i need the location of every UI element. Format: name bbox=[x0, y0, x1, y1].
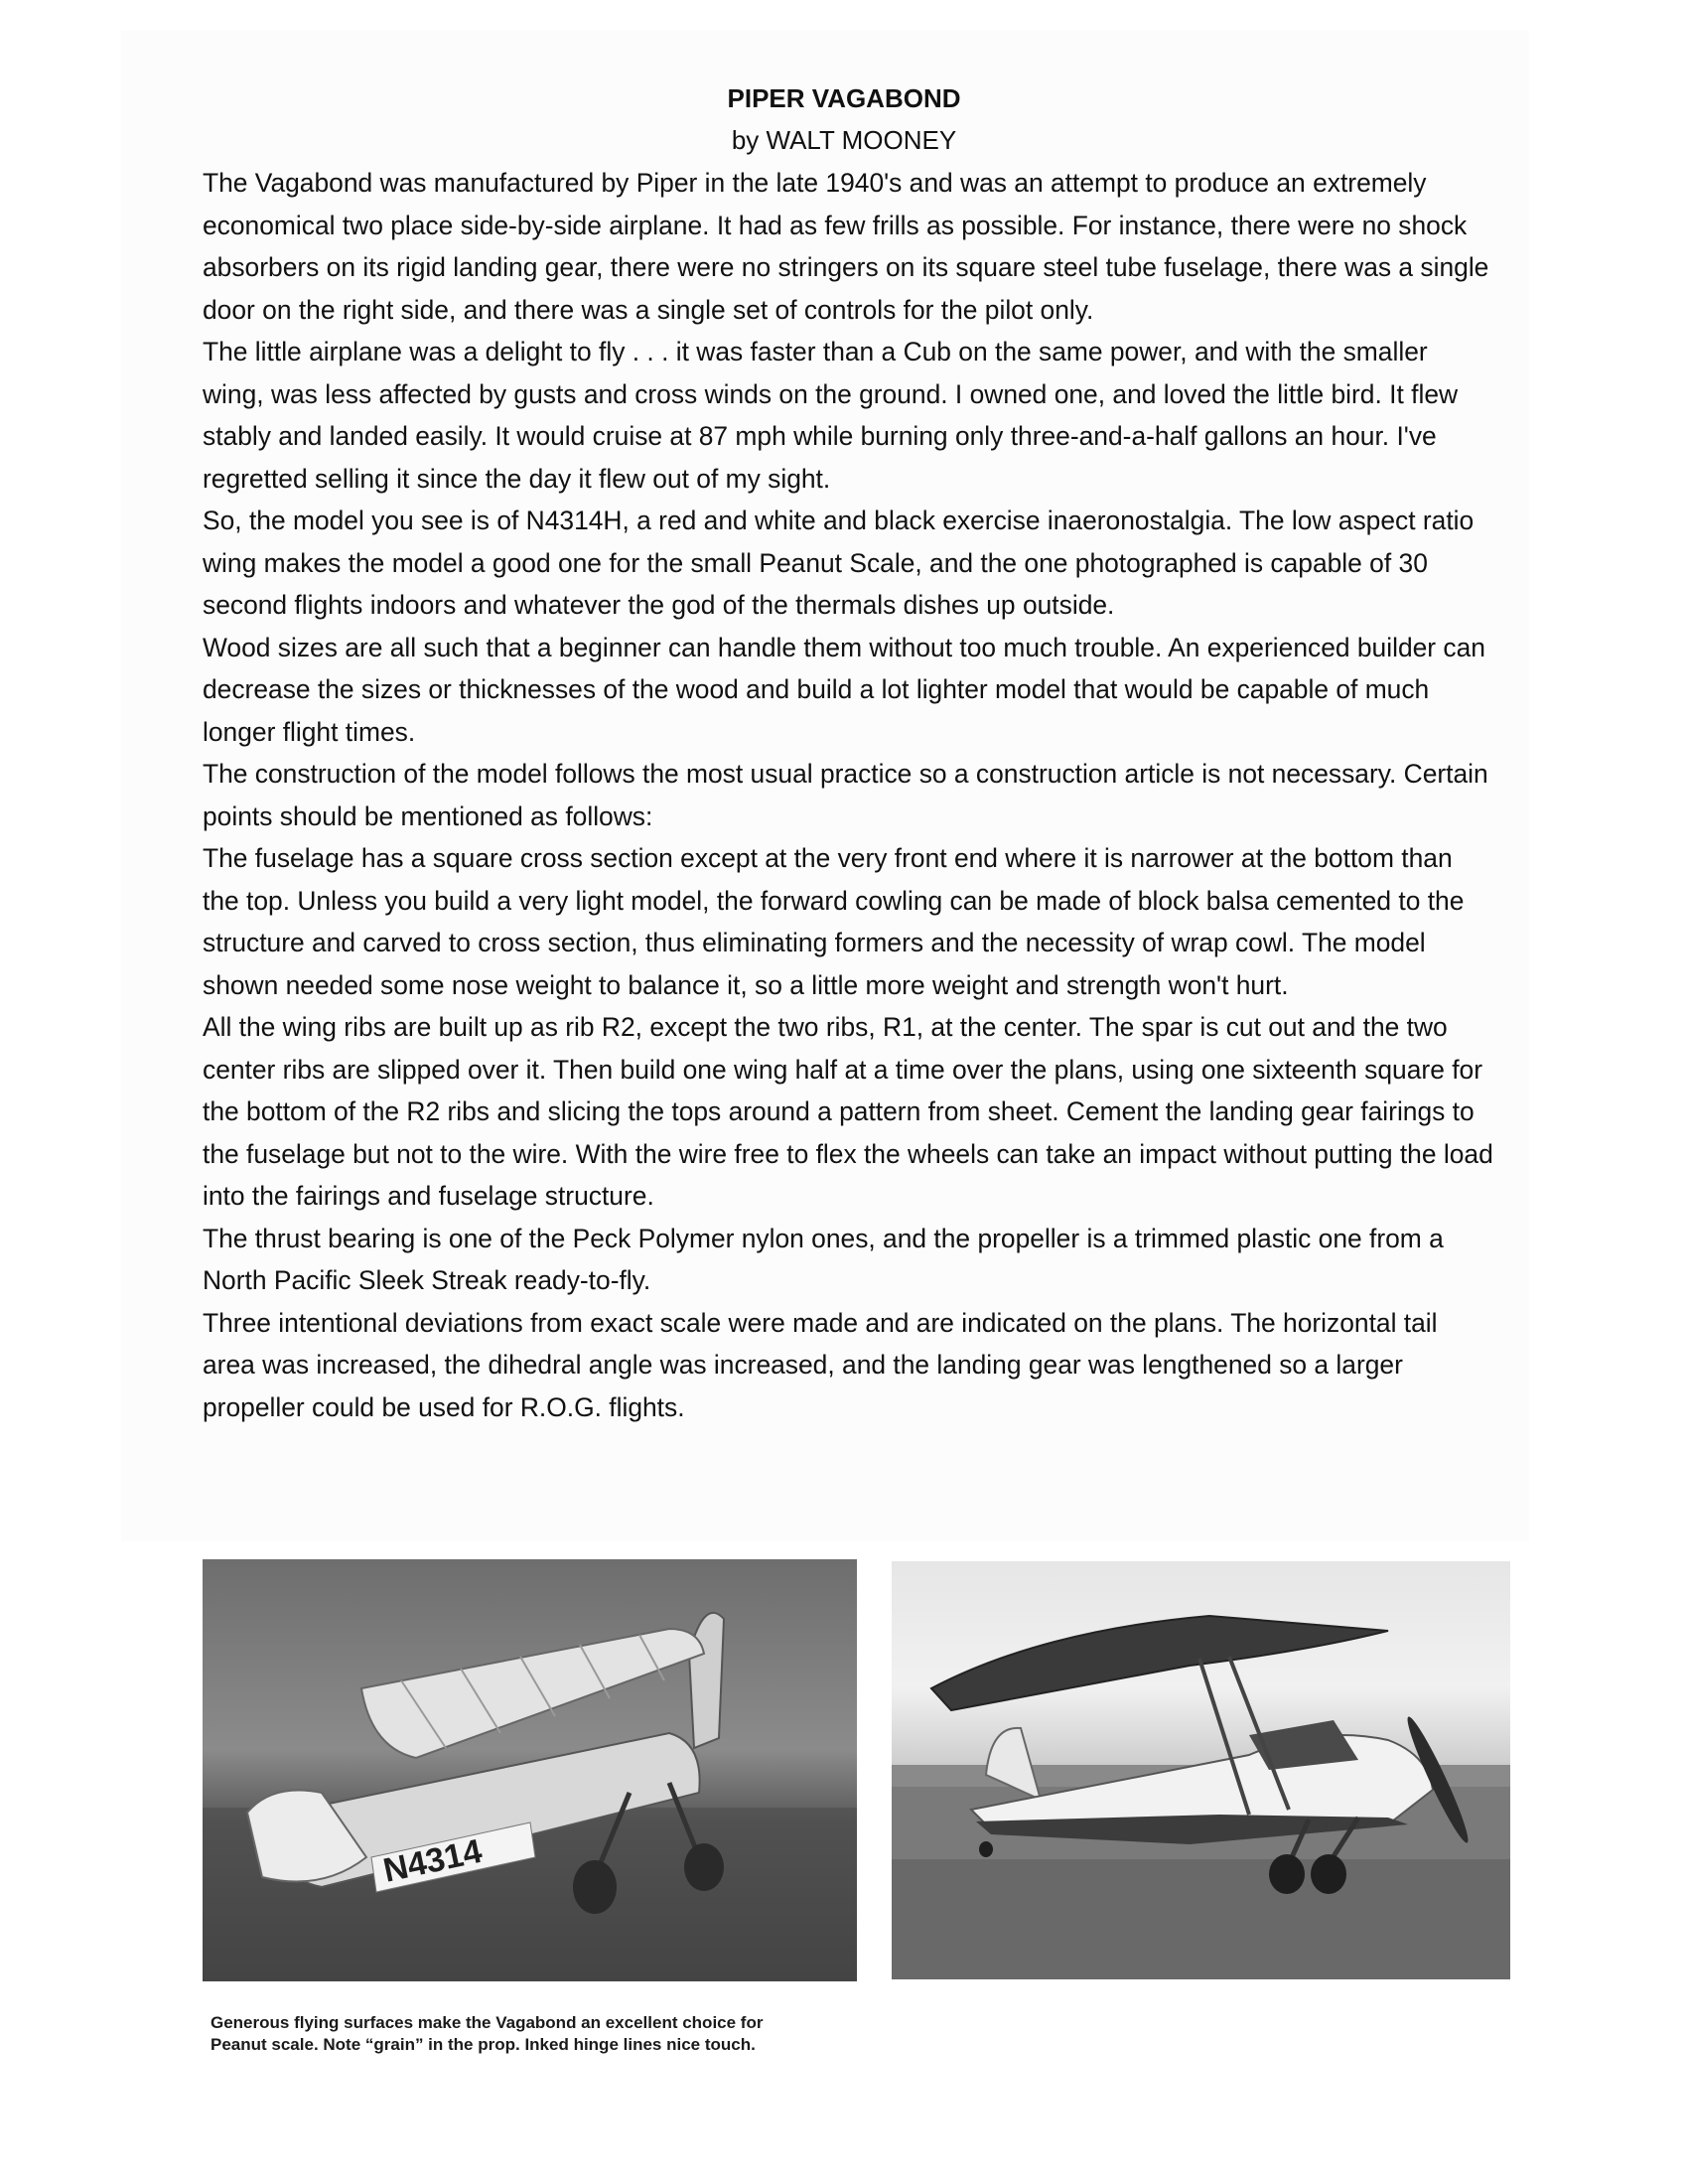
paragraph: The little airplane was a delight to fly . . . it was faster than a Cub on the same power, and with the smaller wing, was less affected by gusts and cross winds on the ground. I owned one, and loved the little bird. It flew stably and landed easily. It would cruise at 87 mph while burning only three-and-a-half gallons an hour. I've regretted selling it since the day it flew out of my sight. bbox=[203, 337, 1459, 494]
caption-line: Generous flying surfaces make the Vagabond an excellent choice for bbox=[211, 2013, 764, 2032]
full-size-airplane-illustration bbox=[892, 1561, 1510, 1979]
article-byline: by WALT MOONEY bbox=[731, 125, 957, 155]
paragraph: Wood sizes are all such that a beginner can handle them without too much trouble. An experienced builder can decrease the sizes or thicknesses of the wood and build a lot lighter model that would be capable of much longer flight times. bbox=[203, 632, 1485, 747]
photo-caption bbox=[211, 2012, 866, 2056]
registration-marking: N4314 bbox=[379, 1831, 486, 1890]
paragraph: So, the model you see is of N4314H, a red and white and black exercise inaeronostalgia. The low aspect ratio wing makes the model a good one for the small Peanut Scale, and the one photographed is capable of 30 second flights indoors and whatever the god of the thermals dishes up outside. bbox=[203, 506, 1475, 620]
paragraph: The construction of the model follows the most usual practice so a construction article is not necessary. Certain points should be mentioned as follows: bbox=[203, 759, 1488, 831]
paragraph: The thrust bearing is one of the Peck Polymer nylon ones, and the propeller is a trimmed plastic one from a North Pacific Sleek Streak ready-to-fly. bbox=[203, 1223, 1444, 1295]
article-body bbox=[203, 162, 1493, 1428]
paragraph: The Vagabond was manufactured by Piper in the late 1940's and was an attempt to produce an extremely economical two place side-by-side airplane. It had as few frills as possible. For instance, there were no shock absorbers on its rigid landing gear, there were no stringers on its square steel tube fuselage, there was a single door on the right side, and there was a single set of controls for the pilot only. bbox=[203, 168, 1489, 325]
caption-line: Peanut scale. Note “grain” in the prop. Inked hinge lines nice touch. bbox=[211, 2035, 756, 2054]
paragraph: All the wing ribs are built up as rib R2, except the two ribs, R1, at the center. The spar is cut out and the two center ribs are slipped over it. Then build one wing half at a time over the plans, using one sixteenth square for the bottom of the R2 ribs and slicing the tops around a pattern from sheet. Cement the landing gear fairings to the fuselage but not to the wire. With the wire free to flex the wheels can take an impact without putting the load into the fairings and fuselage structure. bbox=[203, 1012, 1493, 1211]
paragraph: The fuselage has a square cross section except at the very front end where it is narrower at the bottom than the top. Unless you build a very light model, the forward cowling can be made of block balsa cemented to the structure and carved to cross section, thus eliminating formers and the necessity of wrap cowl. The model shown needed some nose weight to balance it, so a little more weight and strength won't hurt. bbox=[203, 843, 1465, 1000]
model-airplane-photo bbox=[203, 1559, 857, 1981]
model-airplane-illustration bbox=[203, 1559, 857, 1981]
paragraph: Three intentional deviations from exact scale were made and are indicated on the plans. The horizontal tail area was increased, the dihedral angle was increased, and the landing gear was lengthened so a larger propeller could be used for R.O.G. flights. bbox=[203, 1307, 1438, 1422]
full-size-airplane-photo bbox=[892, 1561, 1510, 1979]
article-title: PIPER VAGABOND bbox=[727, 83, 961, 113]
